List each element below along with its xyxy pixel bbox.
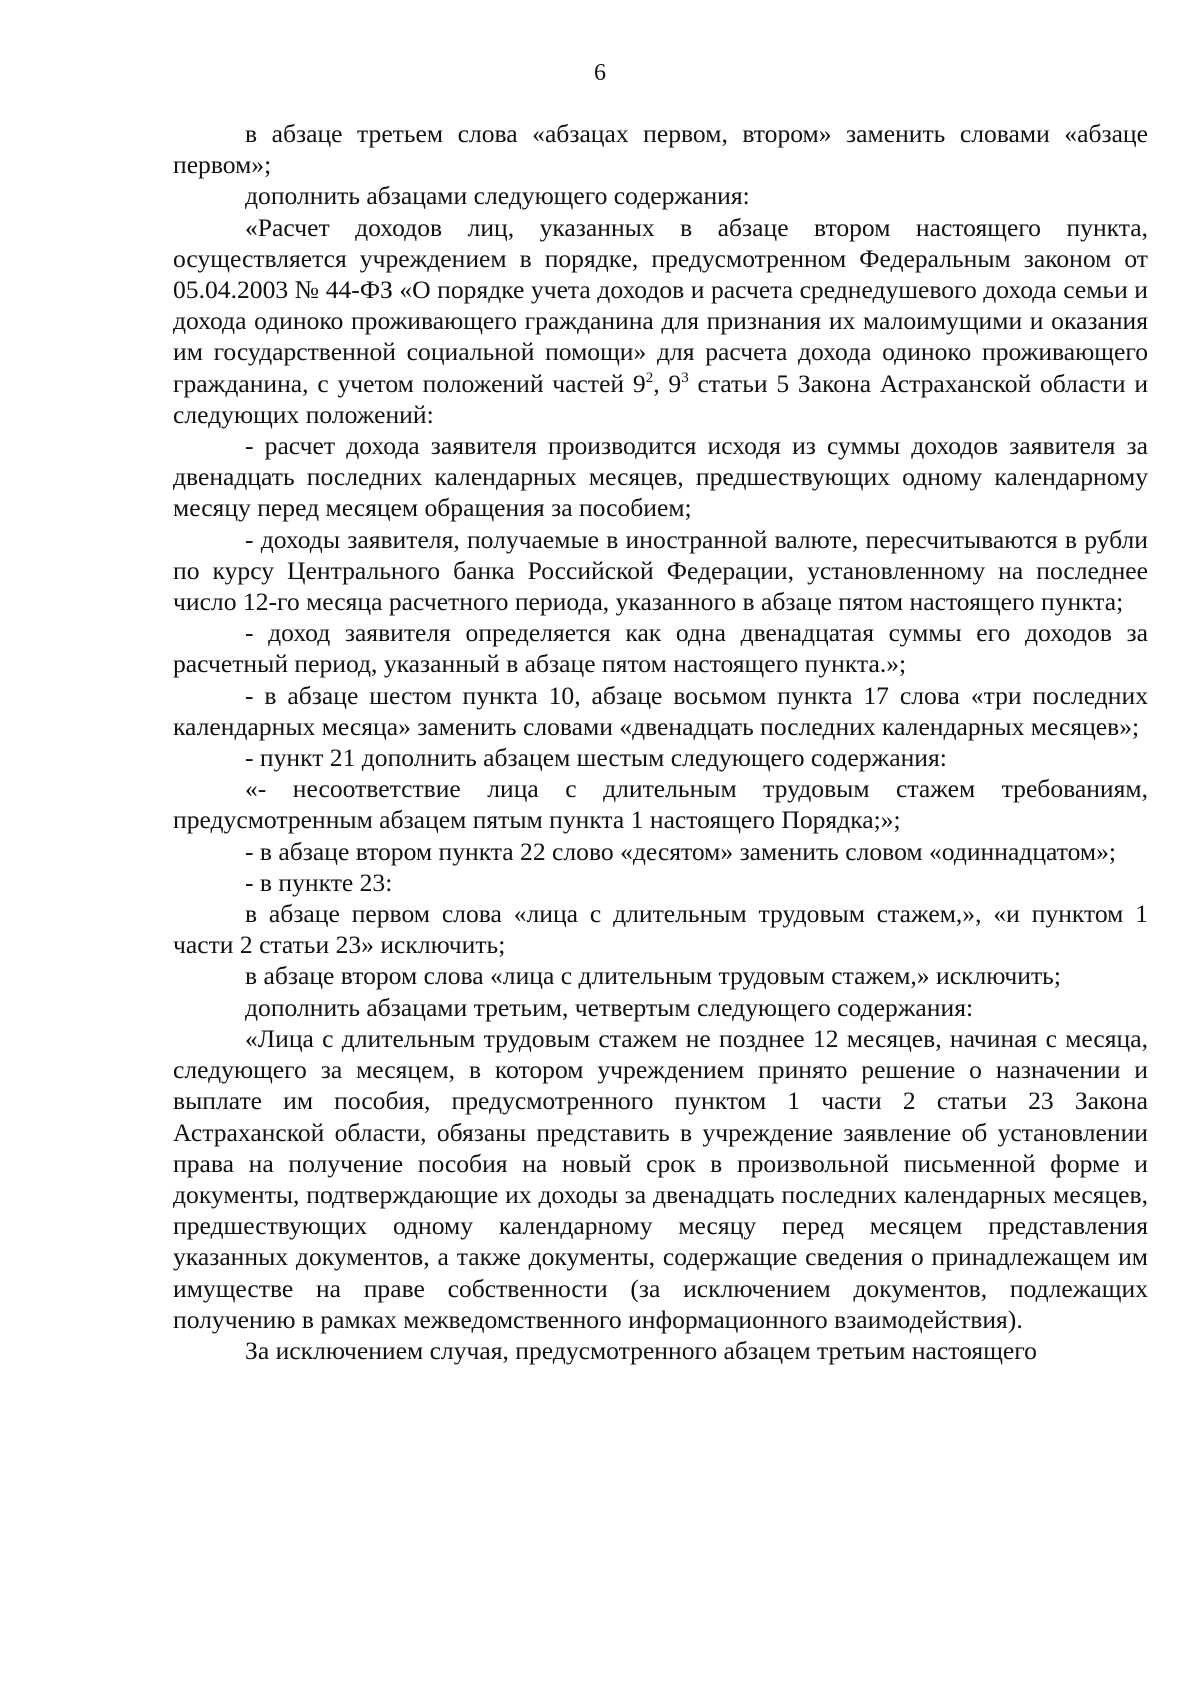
paragraph: в абзаце первом слова «лица с длительным трудовым стажем,», «и пунктом 1 части 2 статьи 23» исключить; — [173, 899, 1148, 960]
paragraph: в абзаце третьем слова «абзацах первом, втором» заменить словами «абзаце первом»; — [173, 119, 1148, 180]
paragraph: - в абзаце втором пункта 22 слово «десятом» заменить словом «одиннадцатом»; — [245, 836, 1116, 866]
paragraph: - доход заявителя определяется как одна двенадцатая суммы его доходов за расчетный период, указанный в абзаце пятом настоящего пункта.»; — [173, 618, 1148, 679]
paragraph: «Лица с длительным трудовым стажем не позднее 12 месяцев, начиная с месяца, следующего за месяцем, в котором учреждением принято решение о назначении и выплате им пособия, предусмотренного пунктом 1 части 2 статьи 23 Закона Астраханской области, обязаны представить в учреждение заявление об установлении права на получение пособия на новый срок в произвольной письменной форме и документы, подтверждающие их доходы за двенадцать последних календарных месяцев, предшествующих одному календарному месяцу перед месяцем представления указанных документов, а также документы, содержащие сведения о принадлежащем им имуществе на праве собственности (за исключением документов, подлежащих получению в рамках межведомственного информационного взаимодействия). — [173, 1023, 1148, 1334]
paragraph-text: , 9 — [653, 368, 682, 398]
paragraph: дополнить абзацами следующего содержания: — [245, 181, 750, 211]
paragraph: - расчет дохода заявителя производится исходя из суммы доходов заявителя за двенадцать последних календарных месяцев, предшествующих одному календарному месяцу перед месяцем обращения за пособием; — [173, 431, 1148, 523]
paragraph: в абзаце втором слова «лица с длительным трудовым стажем,» исключить; — [245, 961, 1061, 991]
paragraph-text: статьи 5 Закона Астраханской области и следующих положений: — [173, 368, 1149, 429]
paragraph-with-superscripts — [173, 212, 1148, 430]
paragraph-text: «Расчет доходов лиц, указанных в абзаце втором настоящего пункта, осуществляется учреждением в порядке, предусмотренном Федеральным законом от 05.04.2003 № 44-ФЗ «О порядке учета доходов и расчета среднедушевого дохода семьи и дохода одиноко проживающего гражданина для признания их малоимущими и оказания им государственной социальной помощи» для расчета дохода одиноко проживающего гражданина, с учетом положений частей 9 — [173, 212, 1148, 398]
superscript: 2 — [645, 369, 654, 386]
paragraph: За исключением случая, предусмотренного абзацем третьим настоящего — [245, 1335, 1037, 1365]
paragraph: - в абзаце шестом пункта 10, абзаце восьмом пункта 17 слова «три последних календарных месяца» заменить словами «двенадцать последних календарных месяцев»; — [173, 680, 1148, 741]
page-number: 6 — [594, 60, 606, 86]
paragraph: дополнить абзацами третьим, четвертым следующего содержания: — [245, 992, 974, 1022]
paragraph: «- несоответствие лица с длительным трудовым стажем требованиям, предусмотренным абзацем пятым пункта 1 настоящего Порядка;»; — [173, 774, 1148, 835]
paragraph: - в пункте 23: — [245, 867, 393, 897]
body-text — [173, 118, 1148, 1366]
superscript: 3 — [681, 369, 689, 386]
paragraph: - доходы заявителя, получаемые в иностранной валюте, пересчитываются в рубли по курсу Центрального банка Российской Федерации, установленному на последнее число 12-го месяца расчетного периода, указанного в абзаце пятом настоящего пункта; — [173, 524, 1148, 617]
paragraph: - пункт 21 дополнить абзацем шестым следующего содержания: — [245, 743, 947, 773]
